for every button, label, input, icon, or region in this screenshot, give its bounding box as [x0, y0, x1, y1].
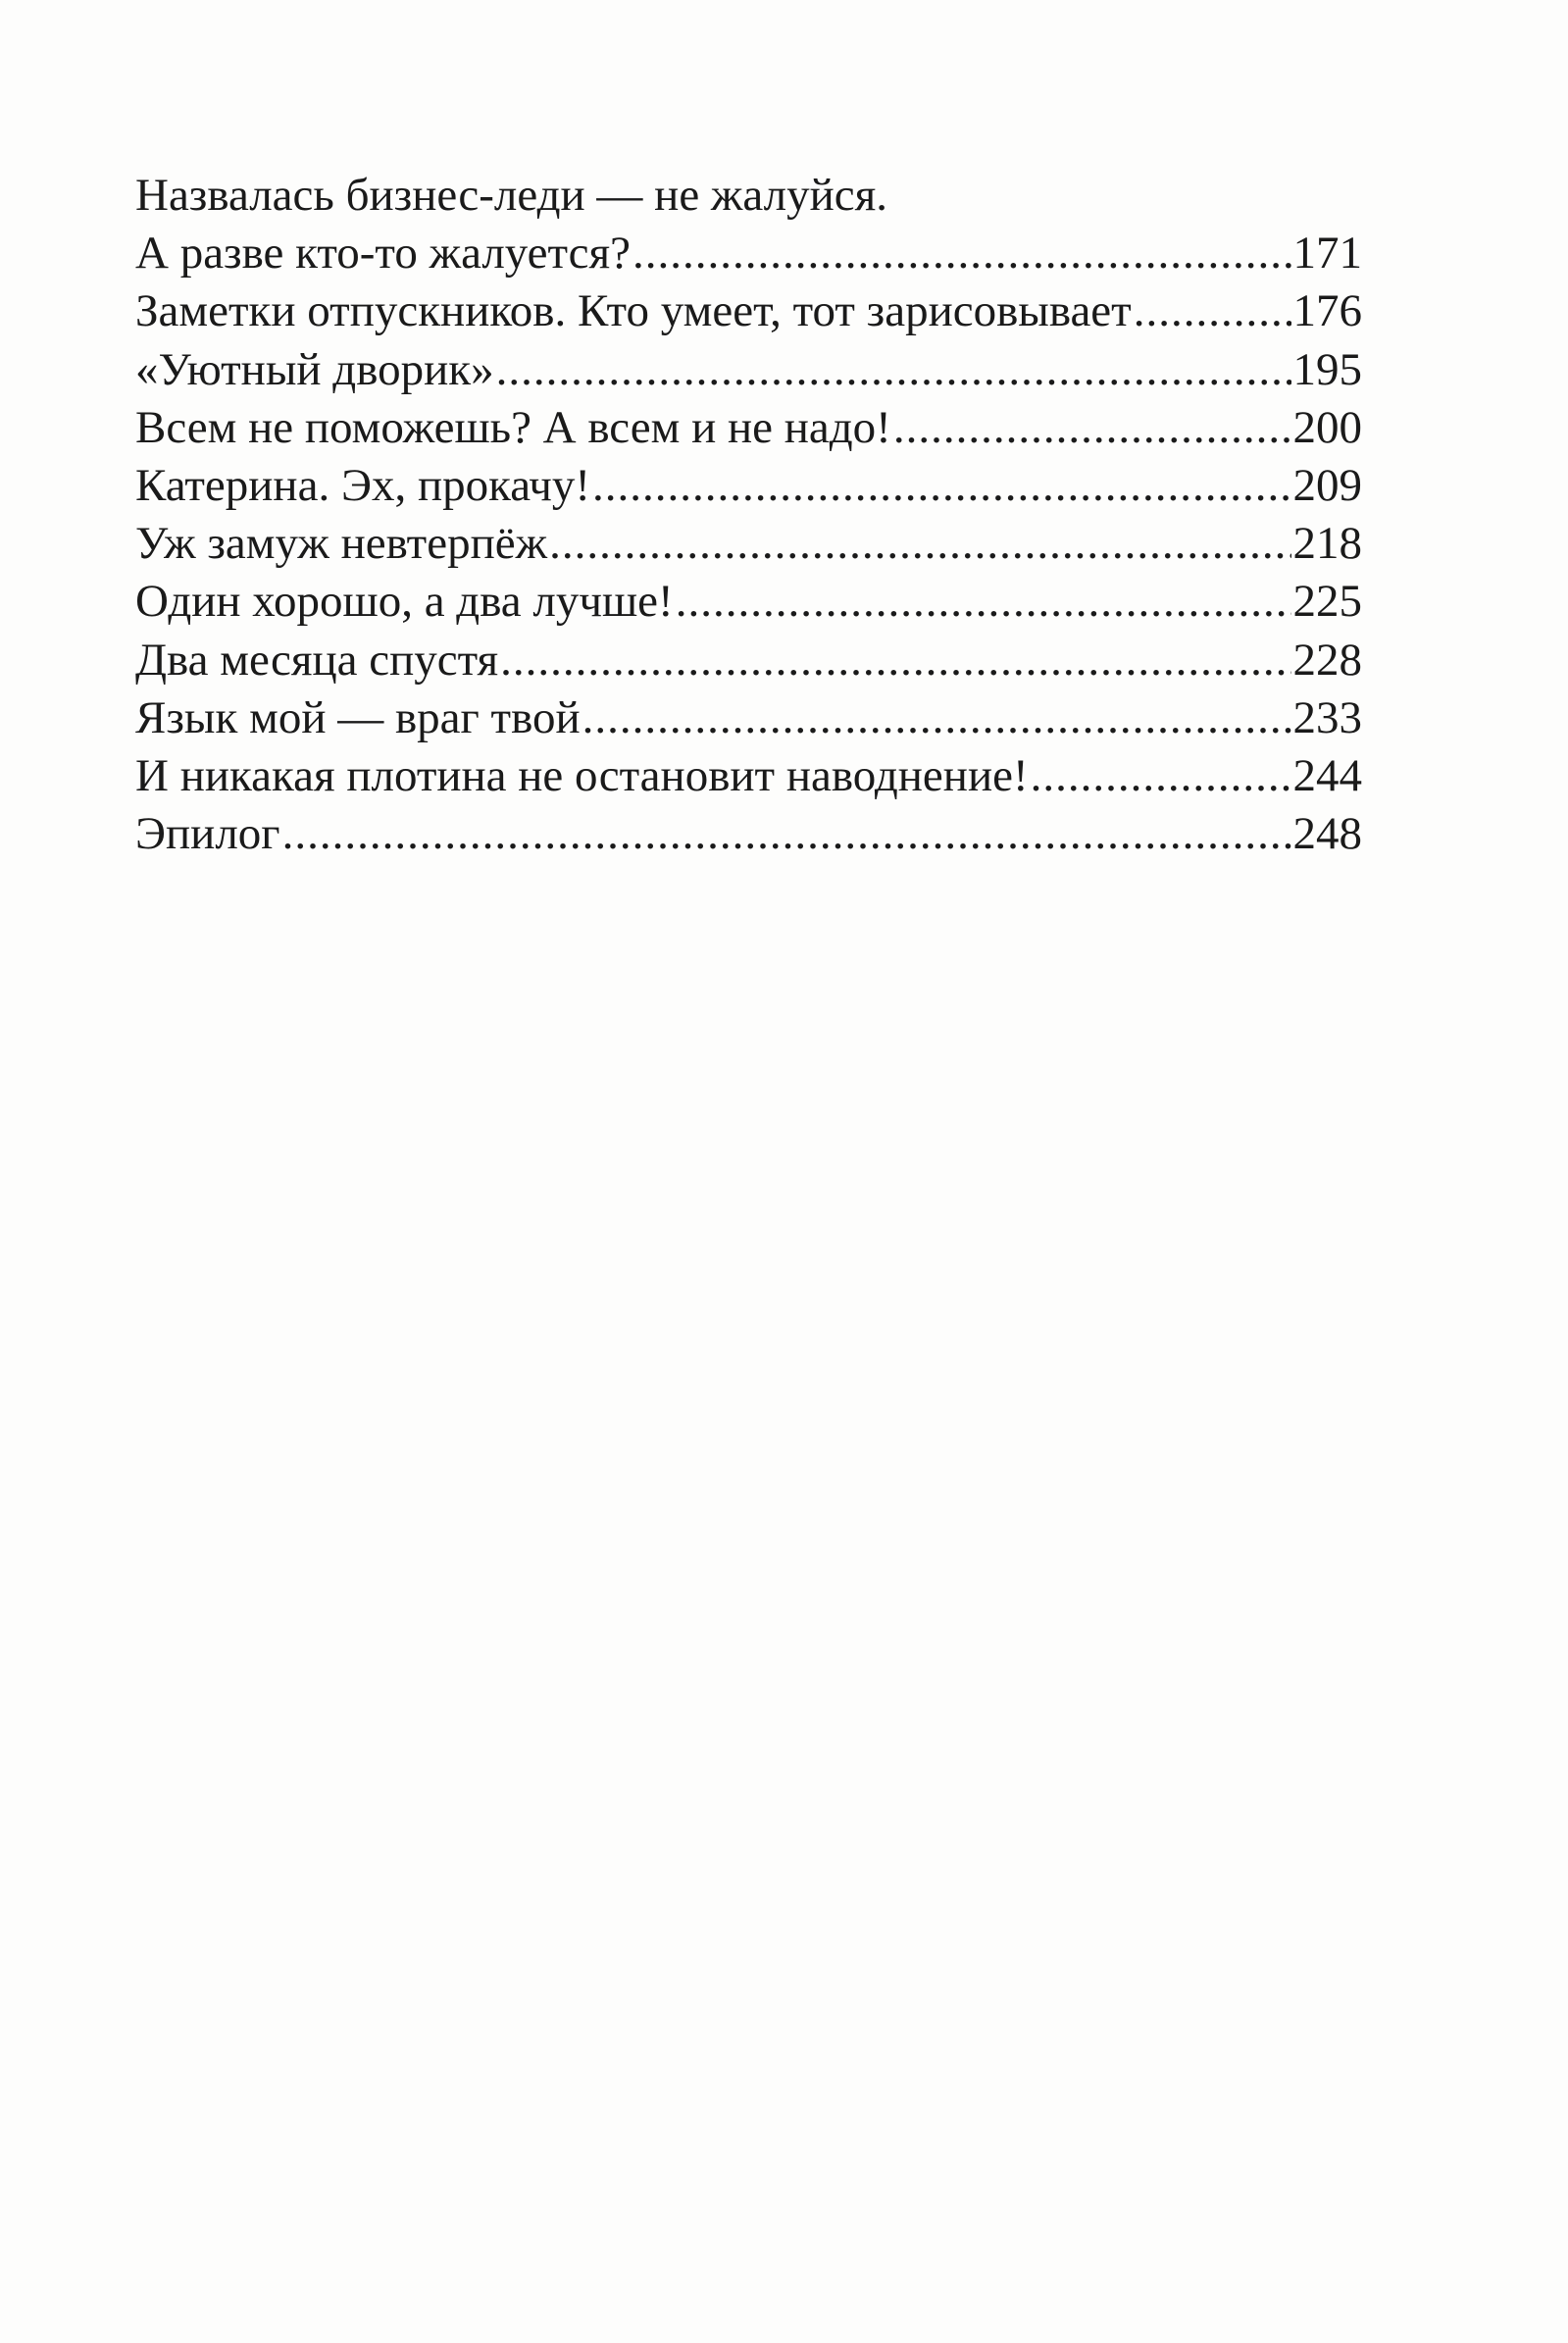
- toc-entry-page: 218: [1292, 518, 1362, 570]
- toc-dot-leader: [1031, 749, 1291, 802]
- toc-dot-leader: [676, 575, 1291, 628]
- toc-entry: [135, 749, 1362, 807]
- toc-entry-page: 248: [1292, 808, 1362, 860]
- toc-dot-leader: [632, 227, 1291, 280]
- table-of-contents: [135, 169, 1362, 865]
- toc-entry-title: Язык мой — враг твой: [135, 691, 581, 743]
- toc-entry: [135, 575, 1362, 633]
- toc-dot-leader: [592, 459, 1290, 512]
- toc-entry-page: 200: [1292, 401, 1362, 453]
- toc-entry: [135, 459, 1362, 517]
- toc-dot-leader: [500, 634, 1290, 687]
- toc-entry: [135, 517, 1362, 575]
- toc-entry: [135, 634, 1362, 691]
- toc-entry-page: 228: [1292, 634, 1362, 686]
- toc-entry: [135, 807, 1362, 865]
- toc-entry-title: Два месяца спустя: [135, 634, 499, 686]
- toc-entry-title: Всем не поможешь? А всем и не надо!: [135, 401, 891, 453]
- toc-entry-page: 176: [1292, 285, 1362, 337]
- toc-entry-title: Назвалась бизнес-леди — не жалуйся.: [135, 170, 888, 221]
- toc-entry: [135, 169, 1362, 227]
- toc-dot-leader: [582, 691, 1291, 744]
- toc-entry-page: 209: [1292, 459, 1362, 511]
- toc-entry: [135, 343, 1362, 401]
- toc-entry: [135, 284, 1362, 342]
- toc-entry-page: 225: [1292, 576, 1362, 628]
- toc-dot-leader: [893, 401, 1291, 454]
- toc-entry: [135, 691, 1362, 749]
- toc-entry-page: 233: [1292, 691, 1362, 743]
- toc-entry-title: Уж замуж невтерпёж: [135, 518, 548, 570]
- toc-entry-page: 244: [1292, 749, 1362, 801]
- toc-entry-title: И никакая плотина не остановит наводнение!: [135, 749, 1029, 801]
- toc-dot-leader: [1134, 284, 1291, 337]
- toc-entry-title: Заметки отпускников. Кто умеет, тот зарисовывает: [135, 285, 1132, 337]
- toc-dot-leader: [496, 343, 1291, 396]
- toc-entry: [135, 227, 1362, 284]
- toc-entry-title: Катерина. Эх, прокачу!: [135, 459, 591, 511]
- toc-entry-title: Эпилог: [135, 808, 280, 860]
- toc-entry-title: «Уютный дворик»: [135, 343, 494, 395]
- toc-entry: [135, 401, 1362, 459]
- toc-entry-title: Один хорошо, а два лучше!: [135, 576, 674, 628]
- toc-entry-title: А разве кто-то жалуется?: [135, 228, 631, 280]
- toc-dot-leader: [282, 807, 1291, 860]
- toc-dot-leader: [549, 517, 1290, 570]
- toc-entry-page: 195: [1292, 343, 1362, 395]
- toc-entry-page: 171: [1292, 228, 1362, 280]
